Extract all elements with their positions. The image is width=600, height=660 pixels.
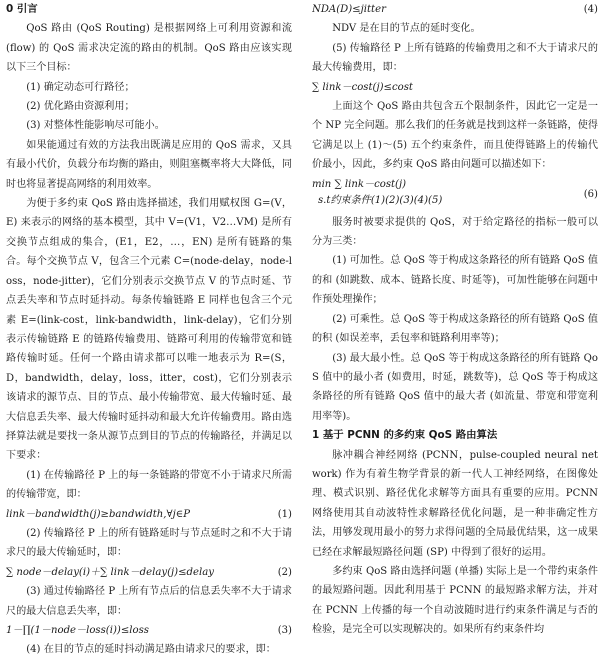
goal-item: (3) 对整体性能影响尽可能小。: [26, 120, 165, 132]
paragraph-network-model: 为便于多约束 QoS 路由选择描述，我们用赋权图 G=(V，E) 来表示的网络的基本模型，其中 V=(V1，V2…VM) 是所有交换节点组成的集合，(E1，E2，…，EN) 是所有链路的集合。每个交换节点 V，包含三个元素 C=(node-delay，node-loss，node-jitter)，它们分别表示交换节点 V 的节点时延、节点丢失率和节点时延抖动。每条传输链路 E 同样也包含三个元素 E=(link-cost，link-bandwidth，link-delay)，它们分别表示传输链路 E 的链路传输费用、链路可利用的传输带宽和链路传输时延。任何一个路由请求都可以唯一地表示为 R=(S，D，bandwidth，delay，loss，itter，cost)，它们分别表示该请求的源节点、目的节点、最小传输带宽、最大传输时延、最大信息丢失率、最大传输时延抖动和最大允许传输费用。路由选择算法就是要找一条从源节点到目的节点的传输路径，并满足以下要求：: [6, 198, 292, 462]
equation-3-number: (3): [277, 625, 292, 636]
equation-4-number: (4): [583, 4, 598, 15]
equation-6-constraints: s.t约束条件(1)(2)(3)(4)(5): [318, 194, 443, 206]
ndv-note: NDV 是在目的节点的延时变化。: [332, 23, 481, 35]
goal-item: (1) 确定动态可行路径；: [26, 81, 135, 93]
equation-1-number: (1): [277, 508, 292, 520]
constraint-1-text: (1) 在传输路径 P 上的每一条链路的带宽不小于请求尺所需的传输带宽，即：: [6, 469, 292, 501]
constraint-5-text: (5) 传输路径 P 上所有链路的传输费用之和不大于请求尺的最大传输费用，即：: [312, 42, 598, 74]
equation-4: [312, 0, 598, 19]
equation-4-body: NDA(D)≤jitter: [312, 4, 386, 15]
right-column: [312, 0, 598, 636]
equation-3: [6, 621, 292, 640]
equation-2-number: (2): [277, 566, 292, 578]
equation-1-body: link－bandwidth(j)≥bandwidth,∀j∈P: [6, 508, 190, 520]
equation-1: [6, 505, 292, 524]
equation-6-objective: min ∑ link－cost(j): [312, 178, 407, 190]
equation-2-body: ∑ node－delay(i)＋∑ link－delay(j)≤delay: [6, 566, 214, 578]
goal-item: (2) 优化路由资源利用；: [26, 101, 135, 113]
constraint-2-text: (2) 传输路径 P 上的所有链路延时与节点延时之和不大于请求尺的最大传输延时，即：: [6, 527, 292, 559]
equation-5: [312, 78, 598, 97]
metric-multiplicative: (2) 可乘性。总 QoS 等于构成这条路径的所有链路 QoS 值的积 (如误差率，丢包率和链路利用率等)；: [312, 313, 598, 345]
paragraph-pcnn-intro: 脉冲耦合神经网络 (PCNN，pulse-coupled neural network) 作为有着生物学背景的新一代人工神经网络，在图像处理、模式识别、路径优化求解等方面具有重要的应用。PCNN 网络使用其自动波特性求解路径优化问题，是一种非确定性方法，用够发现用最小的努力求得问题的全局最优结果，这一成果已经在求解最短路径问题 (SP) 中得到了很好的运用。: [312, 449, 598, 558]
equation-6-number: (6): [583, 188, 598, 200]
constraint-4-text: (4) 在目的节点的延时抖动满足路由请求尺的要求，即：: [26, 644, 276, 656]
constraint-3-text: (3) 通过传输路径 P 上所有节点后的信息丢失率不大于请求尺的最大信息丢失率，即：: [6, 586, 292, 617]
equation-3-body: 1－∏(1－node－loss(i))≤loss: [6, 625, 149, 636]
equation-5-body: ∑ link－cost(j)≤cost: [312, 81, 413, 93]
paragraph-intro: QoS 路由 (QoS Routing) 是根据网络上可利用资源和流 (flow) 的 QoS 需求决定流的路由的机制。QoS 路由应该实现以下三个目标：: [6, 23, 292, 74]
paragraph-np-complete: 上面这个 QoS 路由共包含五个限制条件，因此它一定是一个 NP 完全问题。那么我们的任务就是找到这样一条链路，使得它满足以上 (1)～(5) 五个约束条件，而且使得链路上的传输代价最小，因此，多约束 QoS 路由问题可以描述如下：: [312, 101, 598, 171]
section-heading-intro: 0 引言: [6, 3, 38, 15]
metric-min-max: (3) 最大最小性。总 QoS 等于构成这条路径的所有链路 QoS 值中的最小者 (如费用，时延，跳数等)，总 QoS 等于构成这条路径的所有链路 QoS 值中的最大者 (如流量、带宽和带宽利用率等)。: [312, 352, 598, 422]
section-heading-pcnn: 1 基于 PCNN 的多约束 QoS 路由算法: [312, 429, 498, 442]
left-column: [6, 0, 292, 656]
paragraph-pcnn-routing: 多约束 QoS 路由选择问题 (单播) 实际上是一个带约束条件的最短路问题。因此利用基于 PCNN 的最短路求解方法，并对在 PCNN 上传播的每一个自动波随时进行约束条件满足与否的检验，是完全可以实现解决的。如果所有约束条件均: [312, 565, 598, 636]
equation-6: [312, 175, 598, 213]
paragraph-cost: 如果能通过有效的方法我出既满足应用的 QoS 需求，又具有最小代价，负载分布均衡的路由，则阻塞概率将大大降低，同时也将显著提高网络的利用效率。: [6, 139, 292, 190]
metric-additive: (1) 可加性。总 QoS 等于构成这条路径的所有链路 QoS 值的和 (如跳数、成本、链路长度、时延等)，可加性能够在问题中作预处理操作；: [312, 255, 598, 306]
equation-2: [6, 563, 292, 582]
paragraph-metrics: 服务时被要求提供的 QoS，对于给定路径的指标一般可以分为三类：: [312, 216, 598, 248]
